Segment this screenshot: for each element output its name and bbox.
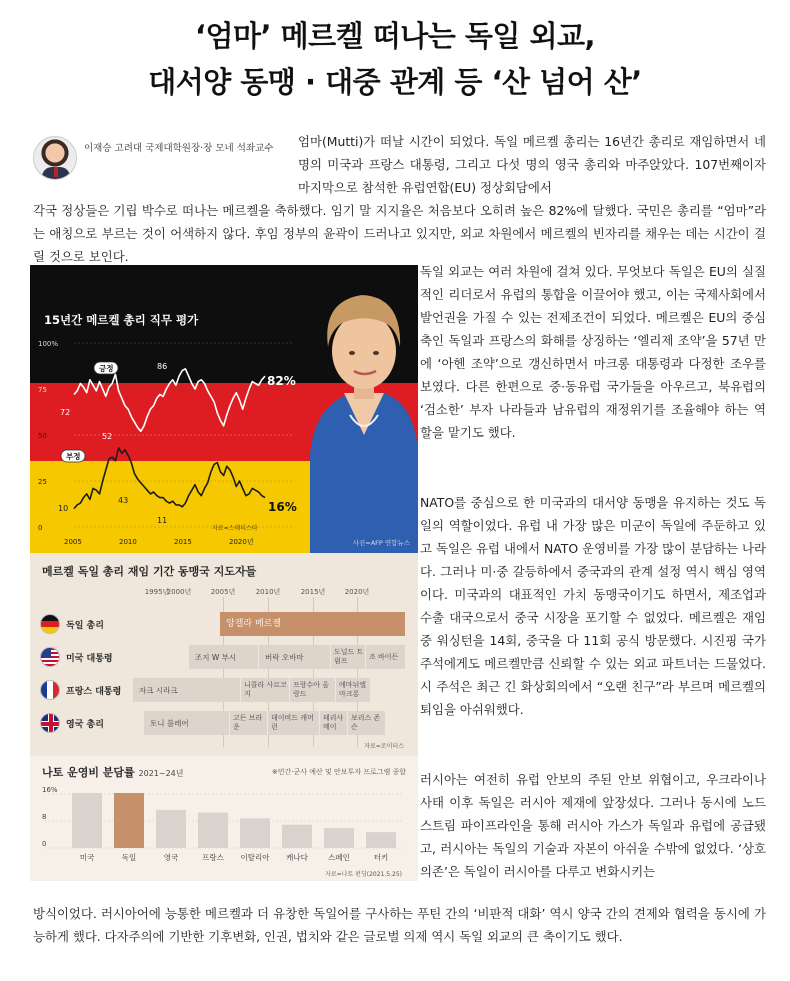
row-germany	[40, 611, 104, 637]
data-label-latest: 82%	[267, 374, 296, 388]
data-label: 10	[58, 504, 69, 513]
y-tick-label: 16%	[42, 786, 58, 794]
year-label: 1995년	[144, 588, 170, 596]
leader-bar-hollande: 프랑수아 올랑드	[290, 678, 336, 702]
data-label: 43	[118, 496, 129, 505]
france-flag-icon	[40, 680, 60, 700]
leader-bar-cameron: 데이비드 캐머런	[268, 711, 320, 735]
category-label: 스페인	[328, 853, 350, 862]
data-label-latest: 16%	[268, 500, 297, 514]
paragraph-1: 엄마(Mutti)가 떠날 시간이 되었다. 독일 메르켈 총리는 16년간 총리로 재임하면서 네 명의 미국과 프랑스 대통령, 그리고 다섯 명의 영국 총리와 마주앉았다. 107번째이자 마지막으로 참석한 유럽연합(EU) 정상회담에서	[298, 134, 766, 195]
category-label: 프랑스	[202, 853, 224, 862]
x-tick-label: 2015	[174, 538, 192, 546]
paragraph-3: 독일 외교는 여러 차원에 걸쳐 있다. 무엇보다 독일은 EU의 실질적인 리더로서 유럽의 통합을 이끌어야 했고, 이는 국제사회에서 발언권을 가질 수 있는 전제조건이 되었다. 메르켈은 EU의 중심축인 독일과 프랑스의 화해를 상징하는 ‘엘리제 조약’을 57년 만에 ‘아헨 조약’으로 갱신하면서 마크롱 대통령과 다정한 조우를 보였다. 다른 한편으로 중·동유럽 국가들을 아우르고, 북유럽의 ‘검소한’ 부자 나라들과 남유럽의 재정위기를 조율해야 하는 역할을 맡기도 했다.	[420, 264, 766, 440]
headline-line-1: ‘엄마’ 메르켈 떠나는 독일 외교,	[194, 19, 596, 53]
leader-bar-johnson: 보리스 존슨	[348, 711, 386, 735]
bar-3	[198, 813, 228, 848]
bar-6	[324, 828, 354, 848]
merkel-photo	[292, 265, 418, 553]
byline: 이재승 고려대 국제대학원장·장 모네 석좌교수	[84, 143, 274, 154]
nato-funding-chart	[30, 756, 418, 881]
author-photo	[33, 136, 77, 180]
photo-credit: 사진=AFP 연합뉴스	[352, 539, 410, 547]
usa-flag-icon	[40, 647, 60, 667]
paragraph-4: NATO를 중심으로 한 미국과의 대서양 동맹을 유지하는 것도 독일의 역할이었다. 유럽 내 가장 많은 미군이 독일에 주둔하고 있고 독일은 유럽 내에서 NATO 운영비를 가장 많이 분담하는 나라다. 그러나 미·중 갈등하에서 중국과의 관계 설정 역시 핵심 영역이다. 미국과의 대표적인 가치 동맹국이기도 하면서, 제조업과 수출 대국으로서 중국 시장을 포기할 수 없었다. 메르켈은 재임 중 워싱턴을 14회, 중국을 다 11회 공식 방문했다. 시진핑 국가주석에게도 메르켈만큼 신뢰할 수 있는 외교 파트너는 드물었다. 시 주석은 최근 긴 화상회의에서 “오랜 친구”라 부르며 메르켈의 퇴임을 아쉬워했다.	[420, 495, 766, 717]
bar-7	[366, 832, 396, 848]
nato-chart-plot	[30, 756, 418, 881]
y-tick-label: 100%	[38, 340, 59, 348]
row-label: 프랑스 대통령	[66, 686, 122, 697]
year-label: 2000년	[166, 588, 192, 596]
leader-bar-merkel: 앙겔라 메르켈	[220, 612, 406, 636]
category-label: 독일	[121, 853, 137, 862]
nato-chart-source: 자료=나토 펀딩(2021.5.25)	[325, 871, 402, 878]
row-label: 영국 총리	[66, 719, 104, 730]
category-label: 영국	[163, 853, 179, 862]
approval-chart-title: 15년간 메르켈 총리 직무 평가	[44, 313, 199, 327]
data-label: 72	[60, 408, 71, 417]
year-label: 2020년	[344, 588, 370, 596]
paragraph-2: 각국 정상들은 기립 박수로 떠나는 메르켈을 축하했다. 임기 말 지지율은 처음보다 오히려 높은 82%에 달했다. 국민은 총리를 “엄마”라는 애칭으로 부르는 것이 어색하지 않다. 후임 정부의 윤곽이 드러나고 있지만, 외교 차원에서 메르켈의 빈자리를 채우는 데는 시간이 걸릴 것으로 보인다.	[33, 203, 766, 264]
leader-bar-blair: 토니 블레어	[144, 711, 230, 735]
y-tick-label: 0	[38, 524, 43, 532]
leader-bar-macron: 에마뉘엘 마크롱	[336, 678, 371, 702]
leaders-source: 자료=로이터스	[364, 743, 404, 750]
leader-bar-brown: 고든 브라운	[230, 711, 268, 735]
leaders-title: 메르켈 독일 총리 재임 기간 동맹국 지도자들	[42, 565, 257, 578]
paragraph-5: 러시아는 여전히 유럽 안보의 주된 안보 위협이고, 우크라이나 사태 이후 독일은 러시아 제재에 앞장섰다. 그러나 동시에 노드스트림 파이프라인을 통해 러시아 가스가 독일과 유럽에 공급됐고, 러시아는 독일의 기술과 자본이 아쉬울 수밖에 없었다. ‘상호 의존’은 독일이 러시아를 다루고 변화시키는	[420, 772, 766, 879]
approval-chart-source: 자료=스태티스타	[212, 525, 258, 532]
nato-chart-title-text: 나토 운영비 분담률	[42, 766, 135, 779]
leader-bar-bush: 조지 W 부시	[189, 645, 259, 669]
data-label: 11	[157, 516, 168, 525]
bar-4	[240, 818, 270, 848]
negative-series-label: 부정	[66, 452, 81, 461]
y-tick-label: 0	[42, 840, 47, 848]
row-uk	[40, 710, 104, 736]
row-france	[40, 677, 121, 703]
year-label: 2015년	[300, 588, 326, 596]
bar-0	[72, 793, 102, 848]
category-label: 터키	[373, 853, 389, 862]
leader-bar-trump: 도널드 트럼프	[331, 645, 366, 669]
bar-1	[114, 793, 144, 848]
positive-series-label: 긍정	[99, 364, 114, 373]
leader-bar-obama: 버락 오바마	[259, 645, 331, 669]
row-label: 독일 총리	[66, 620, 104, 631]
series-line-positive	[74, 369, 265, 432]
bar-5	[282, 825, 312, 848]
x-tick-label: 2020년	[229, 538, 254, 546]
germany-flag-icon	[40, 614, 60, 634]
y-tick-label: 75	[38, 386, 47, 394]
row-usa	[40, 644, 113, 670]
paragraph-6: 방식이었다. 러시아어에 능통한 메르켈과 더 유창한 독일어를 구사하는 푸틴 간의 ‘비판적 대화’ 역시 양국 간의 견제와 협력을 동시에 가능하게 했다. 다자주의에 기반한 기후변화, 인권, 법치와 같은 글로벌 의제 역시 독일 외교의 큰 축이기도 했다.	[33, 906, 766, 944]
category-label: 이탈리아	[240, 853, 270, 862]
year-label: 2005년	[210, 588, 236, 596]
uk-flag-icon	[40, 713, 60, 733]
x-tick-label: 2005	[64, 538, 82, 546]
x-tick-label: 2010	[119, 538, 137, 546]
leaders-timeline	[30, 553, 418, 756]
headline-line-2: 대서양 동맹 · 대중 관계 등 ‘산 넘어 산’	[148, 65, 642, 99]
y-tick-label: 25	[38, 478, 47, 486]
y-tick-label: 8	[42, 813, 47, 821]
data-label: 86	[157, 362, 168, 371]
leader-bar-chirac: 자크 시라크	[133, 678, 241, 702]
year-label: 2010년	[255, 588, 281, 596]
category-label: 미국	[79, 853, 95, 862]
leader-bar-sarkozy: 니콜라 사르코지	[241, 678, 290, 702]
series-line-negative	[74, 448, 265, 509]
approval-chart	[30, 265, 418, 553]
leader-bar-may: 테리사 메이	[320, 711, 348, 735]
data-label: 52	[102, 432, 113, 441]
bar-2	[156, 810, 186, 848]
category-label: 캐나다	[286, 853, 308, 862]
nato-chart-unit: 2021~24년	[138, 769, 184, 778]
row-label: 미국 대통령	[66, 653, 113, 664]
leader-bar-biden: 조 바이든	[366, 645, 406, 669]
y-tick-label: 50	[38, 432, 47, 440]
nato-chart-note: ※민간·군사 예산 및 안보투자 프로그램 종합	[271, 768, 406, 776]
